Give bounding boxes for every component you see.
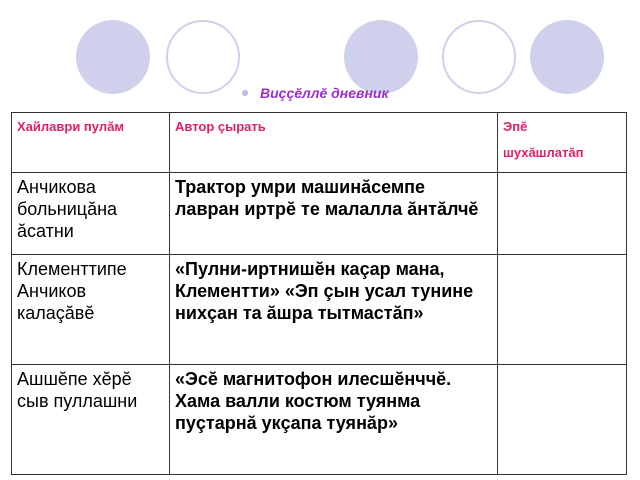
header-event — [12, 113, 170, 173]
cell-event-text: Ашшĕпе хĕрĕ сыв пуллашни — [17, 369, 138, 411]
header-me — [498, 113, 627, 173]
cell-event — [12, 365, 170, 475]
cell-me — [498, 255, 627, 365]
cell-author — [170, 255, 498, 365]
header-me-label-1: Эпĕ — [503, 119, 528, 134]
decor-circle-5 — [530, 20, 604, 94]
header-author — [170, 113, 498, 173]
cell-event-text: Анчикова больницăна ăсатни — [17, 177, 118, 241]
cell-me — [498, 365, 627, 475]
cell-event-text: Клементтипе Анчиков калаçăвĕ — [17, 259, 127, 323]
header-author-label: Автор çырать — [175, 119, 266, 134]
cell-author — [170, 365, 498, 475]
cell-author — [170, 173, 498, 255]
table-row — [12, 255, 627, 365]
header-event-label: Хайлаври пулăм — [17, 119, 124, 134]
cell-event — [12, 255, 170, 365]
cell-me — [498, 173, 627, 255]
cell-author-text: Трактор умри машинăсемпе лавран иртрĕ те малалла ăнтăлчĕ — [175, 177, 479, 219]
diary-table — [11, 112, 627, 475]
header-me-label-2: шухăшлатăп — [503, 145, 584, 160]
decor-circle-4 — [442, 20, 516, 94]
bullet-icon — [242, 90, 248, 96]
title-row — [242, 83, 389, 103]
cell-event — [12, 173, 170, 255]
table-header-row — [12, 113, 627, 173]
page-title: Виççĕллĕ дневник — [260, 85, 389, 101]
table-row — [12, 173, 627, 255]
cell-author-text: «Эсĕ магнитофон илесшĕнччĕ. Хама валли костюм туянма пуçтарнă укçапа туянăр» — [175, 369, 452, 433]
decor-circle-1 — [76, 20, 150, 94]
decor-circle-2 — [166, 20, 240, 94]
table-row — [12, 365, 627, 475]
cell-author-text: «Пулни-иртнишĕн каçар мана, Клементти» «Эп çын усал тунине нихçан та ăшра тытмастăп» — [175, 259, 474, 323]
